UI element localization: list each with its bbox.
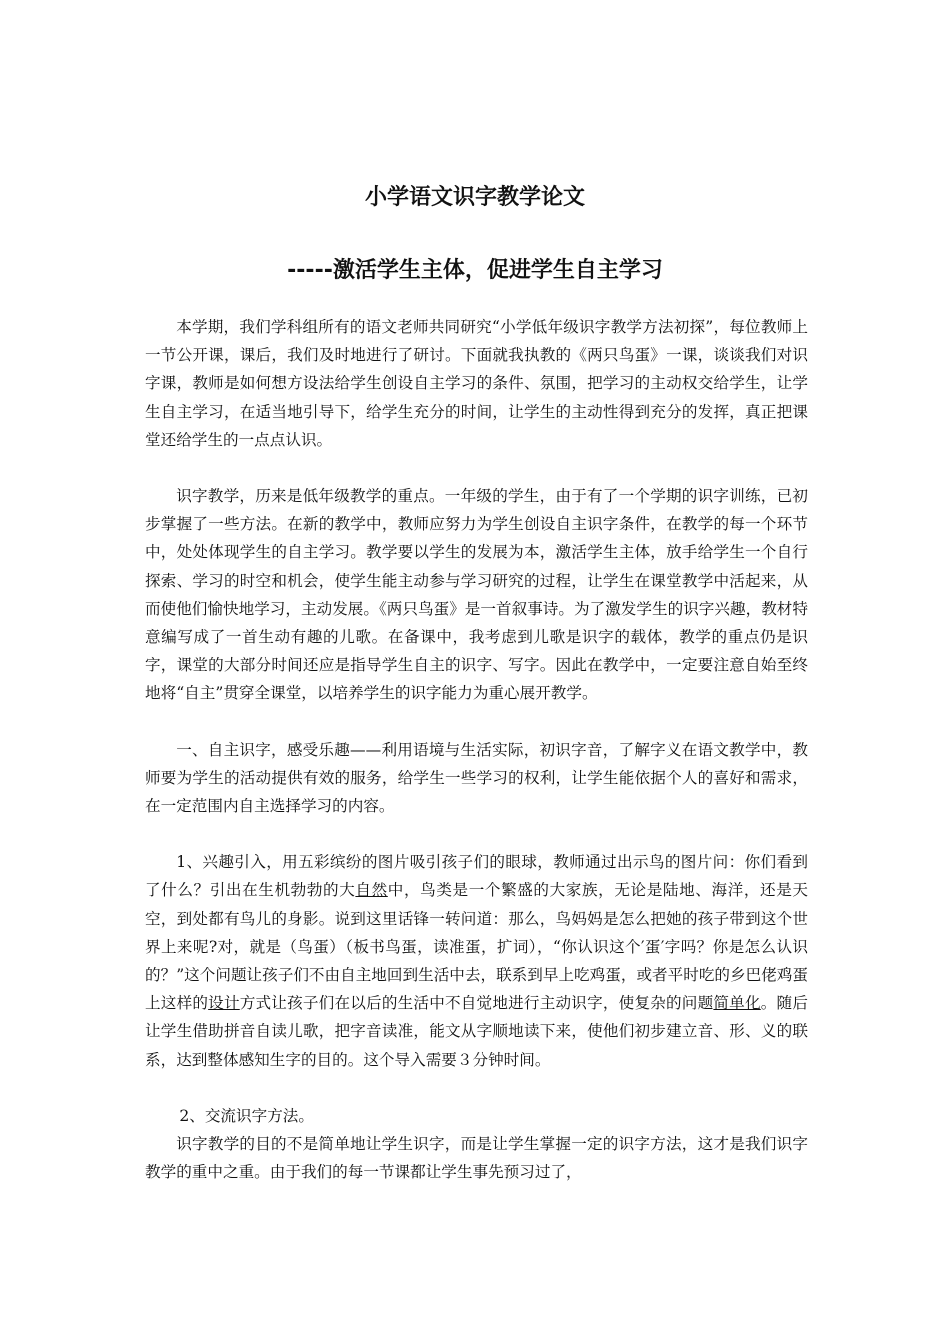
subheading-exchange-methods: 2、交流识字方法。: [179, 1106, 314, 1125]
underlined-term-simplify: 简单化: [713, 994, 761, 1013]
text-segment: 。随后让学生借助拼音自读儿歌，把字音读准，能文从字顺地读下来，使他们初步建立音、形、义的联系，达到整体感知生字的目的。这个导入需要３分钟时间。: [145, 994, 808, 1069]
paragraph-method-goal: 识字教学的目的不是简单地让学生识字，而是让学生掌握一定的识字方法，这才是我们识字教学的重中之重。由于我们的每一节课都让学生事先预习过了，: [145, 1135, 808, 1182]
underlined-term-nature: 自然: [355, 881, 388, 900]
text-segment: 1、兴趣引入，用五彩缤纷的图片吸引孩子们的眼球，教师通过出示鸟的图片问：你们看到了什么？引出在生机勃勃的大: [145, 853, 808, 900]
text-segment: 方式让孩子们在以后的生活中不自觉地进行主动识字，使复杂的问题: [239, 994, 714, 1013]
paragraph-literacy-teaching: 识字教学，历来是低年级教学的重点。一年级的学生，由于有了一个学期的识字训练，已初步掌握了一些方法。在新的教学中，教师应努力为学生创设自主识字条件，在教学的每一个环节中，处处体现学生的自主学习。教学要以学生的发展为本，激活学生主体，放手给学生一个自行探索、学习的时空和机会，使学生能主动参与学习研究的过程，让学生在课堂教学中活起来，从而使他们愉快地学习，主动发展。《两只鸟蛋》是一首叙事诗。为了激发学生的识字兴趣，教材特意编写成了一首生动有趣的儿歌。在备课中，我考虑到儿歌是识字的载体，教学的重点仍是识字，课堂的大部分时间还应是指导学生自主的识字、写字。因此在教学中，一定要注意自始至终地将“自主”贯穿全课堂，以培养学生的识字能力为重心展开教学。: [145, 487, 808, 703]
paragraph-section-one: 一、自主识字，感受乐趣——利用语境与生活实际，初识字音，了解字义在语文教学中，教师要为学生的活动提供有效的服务，给学生一些学习的权利，让学生能依据个人的喜好和需求，在一定范围内自主选择学习的内容。: [145, 740, 808, 816]
document-subtitle: -----激活学生主体，促进学生自主学习: [287, 258, 663, 283]
paragraph-gap: [145, 1074, 808, 1102]
paragraph-gap: [145, 820, 808, 848]
paragraph-intro: 本学期，我们学科组所有的语文老师共同研究“小学低年级识字教学方法初探”，每位教师上一节公开课，课后，我们及时地进行了研讨。下面就我执教的《两只鸟蛋》一课，谈谈我们对识字课，教师是如何想方设法给学生创设自主学习的条件、氛围，把学习的主动权交给学生，让学生自主学习，在适当地引导下，给学生充分的时间，让学生的主动性得到充分的发挥，真正把课堂还给学生的一点点认识。: [145, 318, 808, 449]
paragraph-interest-intro: [145, 848, 808, 1074]
document-title: 小学语文识字教学论文: [364, 185, 585, 210]
document-body: [145, 313, 808, 1186]
text-segment: 中，鸟类是一个繁盛的大家族，无论是陆地、海洋，还是天空，到处都有鸟儿的身影。说到这里话锋一转问道：那么，鸟妈妈是怎么把她的孩子带到这个世界上来呢?对，就是（鸟蛋）（板书鸟蛋，读准蛋，扩词），“你认识这个′蛋′字吗？你是怎么认识的？”这个问题让孩子们不由自主地回到生活中去，联系到早上吃鸡蛋，或者平时吃的乡巴佬鸡蛋上这样的: [145, 881, 808, 1013]
paragraph-gap: [145, 708, 808, 736]
paragraph-gap: [145, 454, 808, 482]
underlined-term-design: 设计: [208, 994, 240, 1013]
